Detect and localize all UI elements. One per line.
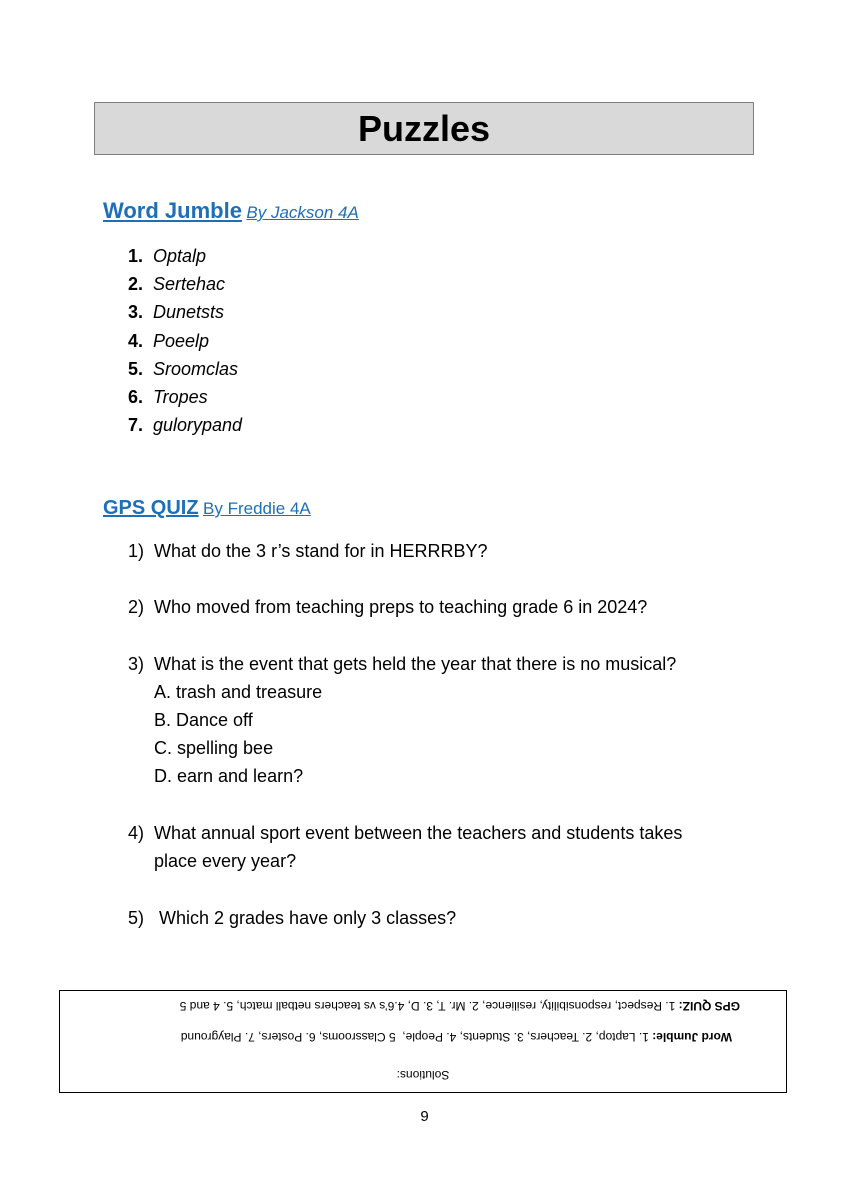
word-jumble-list: [128, 242, 242, 439]
list-item: 7. gulorypand: [128, 415, 243, 436]
page-title-box: [94, 102, 754, 155]
gps-quiz-solutions: GPS QUIZ: 1. Respect, responsibility, resilience, 2. Mr. T, 3. D, 4.6’s vs teachers netball match, 5. 4 and 5: [179, 999, 740, 1013]
quiz-question-5: 5) Which 2 grades have only 3 classes?: [128, 908, 457, 928]
quiz-question-2: 2) Who moved from teaching preps to teaching grade 6 in 2024?: [128, 597, 648, 617]
solutions-title: Solutions:: [396, 1068, 450, 1082]
word-jumble-heading: [103, 198, 359, 224]
quiz-option: D. earn and learn?: [154, 766, 304, 786]
list-item: 4. Poeelp: [128, 330, 210, 351]
quiz-question-3: 3) What is the event that gets held the year that there is no musical?: [128, 654, 677, 674]
quiz-option: B. Dance off: [154, 710, 253, 730]
list-item: 6. Tropes: [128, 386, 208, 407]
word-jumble-byline[interactable]: By Jackson 4A: [246, 203, 359, 222]
page-number: 9: [420, 1108, 429, 1125]
quiz-question-1: 1) What do the 3 r’s stand for in HERRRBY?: [128, 541, 488, 561]
list-item: 3. Dunetsts: [128, 302, 225, 323]
quiz-question-4-continued: place every year?: [154, 851, 297, 871]
gps-quiz-byline[interactable]: By Freddie 4A: [203, 499, 311, 518]
gps-quiz-title[interactable]: GPS QUIZ: [103, 497, 199, 519]
solutions-box-upside-down: [59, 990, 787, 1093]
word-jumble-solutions: Word Jumble: 1. Laptop, 2. Teachers, 3. Students, 4. People, 5 Classrooms, 6. Posters, 7. Playground: [180, 1030, 732, 1044]
list-item: 2. Sertehac: [128, 274, 226, 295]
gps-quiz-heading: [103, 497, 311, 520]
quiz-option: A. trash and treasure: [154, 682, 323, 702]
page-title: Puzzles: [357, 107, 491, 149]
word-jumble-title[interactable]: Word Jumble: [103, 198, 242, 223]
list-item: 5. Sroomclas: [128, 358, 239, 379]
quiz-option: C. spelling bee: [154, 738, 274, 758]
list-item: 1. Optalp: [128, 246, 207, 266]
quiz-question-4: 4) What annual sport event between the teachers and students takes: [128, 823, 683, 843]
